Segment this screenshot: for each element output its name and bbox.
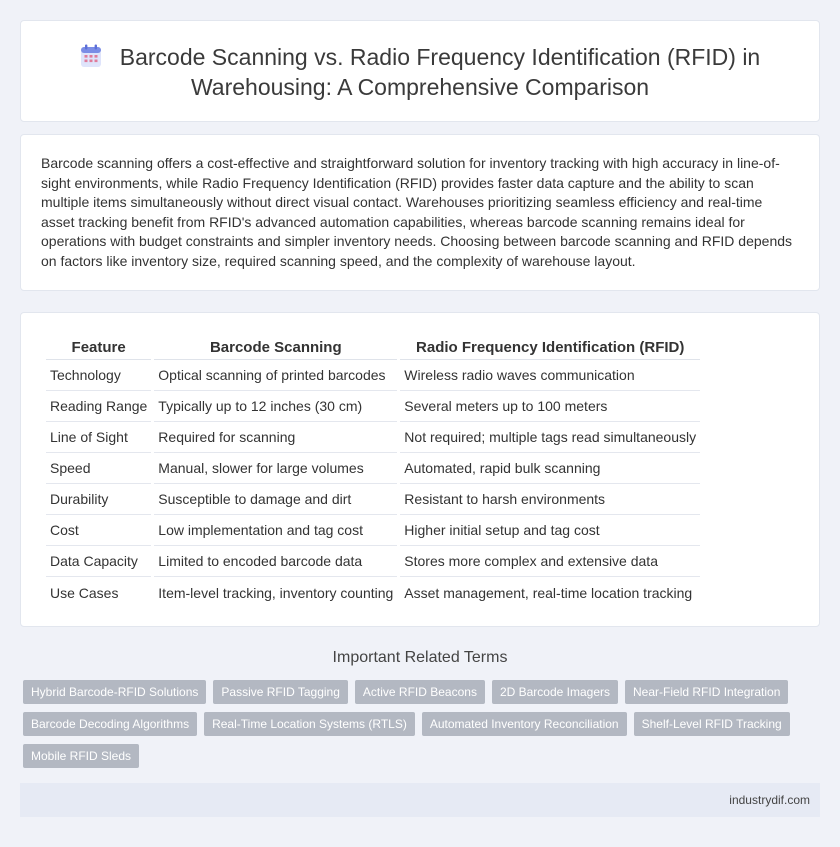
title-line-2: Warehousing: A Comprehensive Comparison bbox=[190, 74, 650, 100]
related-term-tag[interactable]: Hybrid Barcode-RFID Solutions bbox=[23, 680, 206, 704]
feature-cell: Use Cases bbox=[50, 584, 119, 601]
feature-cell: Speed bbox=[46, 453, 151, 484]
comparison-table bbox=[43, 332, 703, 608]
table-header-row bbox=[46, 332, 700, 360]
table-body bbox=[46, 360, 700, 608]
barcode-cell: Optical scanning of printed barcodes bbox=[154, 360, 397, 391]
feature-cell: Line of Sight bbox=[46, 422, 151, 453]
feature-cell: Reading Range bbox=[46, 391, 151, 422]
rfid-cell: Several meters up to 100 meters bbox=[400, 391, 700, 422]
table-row bbox=[46, 484, 700, 515]
table-row bbox=[46, 360, 700, 391]
related-term-tag[interactable]: Automated Inventory Reconciliation bbox=[422, 712, 627, 736]
barcode-cell: Manual, slower for large volumes bbox=[154, 453, 397, 484]
summary-text: Barcode scanning offers a cost-effective and straightforward solution for inventory tracking with high accuracy in line-of-sight environments, while Radio Frequency Identification (RFID) provides faster data capture and the ability to scan multiple items simultaneously without direct visual contact. Warehouses prioritizing seamless efficiency and real-time asset tracking benefit from RFID's advanced automation capabilities, whereas barcode scanning remains ideal for operations with budget constraints and simpler inventory needs. Choosing between barcode scanning and RFID depends on factors like inventory size, required scanning speed, and the complexity of warehouse layout. bbox=[41, 155, 793, 269]
rfid-cell: Stores more complex and extensive data bbox=[400, 546, 700, 577]
related-terms-title: Important Related Terms bbox=[332, 649, 508, 666]
related-term-tag[interactable]: 2D Barcode Imagers bbox=[492, 680, 618, 704]
related-term-tag[interactable]: Shelf-Level RFID Tracking bbox=[634, 712, 790, 736]
rfid-cell: Resistant to harsh environments bbox=[400, 484, 700, 515]
table-row bbox=[46, 577, 700, 608]
barcode-cell: Typically up to 12 inches (30 cm) bbox=[154, 391, 397, 422]
rfid-cell: Higher initial setup and tag cost bbox=[400, 515, 700, 546]
related-term-tag[interactable]: Real-Time Location Systems (RTLS) bbox=[204, 712, 415, 736]
column-header: Barcode Scanning bbox=[154, 332, 397, 360]
related-term-tag[interactable]: Near-Field RFID Integration bbox=[625, 680, 788, 704]
feature-cell: Cost bbox=[46, 515, 151, 546]
rfid-cell: Automated, rapid bulk scanning bbox=[400, 453, 700, 484]
feature-cell: Technology bbox=[46, 360, 151, 391]
barcode-cell: Low implementation and tag cost bbox=[154, 515, 397, 546]
table-row bbox=[46, 453, 700, 484]
table-row bbox=[46, 546, 700, 577]
rfid-cell: Wireless radio waves communication bbox=[400, 360, 700, 391]
summary-card bbox=[20, 134, 820, 291]
related-terms-list bbox=[23, 680, 813, 776]
feature-cell: Durability bbox=[46, 484, 151, 515]
header-card bbox=[20, 20, 820, 122]
barcode-cell: Limited to encoded barcode data bbox=[154, 546, 397, 577]
table-row bbox=[46, 422, 700, 453]
related-term-tag[interactable]: Mobile RFID Sleds bbox=[23, 744, 139, 768]
related-term-tag[interactable]: Active RFID Beacons bbox=[355, 680, 485, 704]
footer bbox=[20, 783, 820, 817]
rfid-cell: Asset management, real-time location tracking bbox=[404, 584, 693, 601]
table-row bbox=[46, 391, 700, 422]
barcode-cell: Susceptible to damage and dirt bbox=[154, 484, 397, 515]
comparison-card bbox=[20, 312, 820, 627]
related-term-tag[interactable]: Passive RFID Tagging bbox=[213, 680, 348, 704]
barcode-cell: Required for scanning bbox=[154, 422, 397, 453]
calendar-icon bbox=[80, 44, 102, 68]
rfid-cell: Not required; multiple tags read simultaneously bbox=[400, 422, 700, 453]
barcode-cell: Item-level tracking, inventory counting bbox=[158, 584, 394, 601]
column-header: Feature bbox=[46, 332, 151, 360]
feature-cell: Data Capacity bbox=[46, 546, 151, 577]
table-row bbox=[46, 515, 700, 546]
title-line-1: Barcode Scanning vs. Radio Frequency Identification (RFID) in bbox=[119, 44, 761, 70]
footer-site: industrydif.com bbox=[729, 793, 810, 807]
related-term-tag[interactable]: Barcode Decoding Algorithms bbox=[23, 712, 197, 736]
column-header: Radio Frequency Identification (RFID) bbox=[400, 332, 700, 360]
page-title bbox=[21, 42, 819, 102]
